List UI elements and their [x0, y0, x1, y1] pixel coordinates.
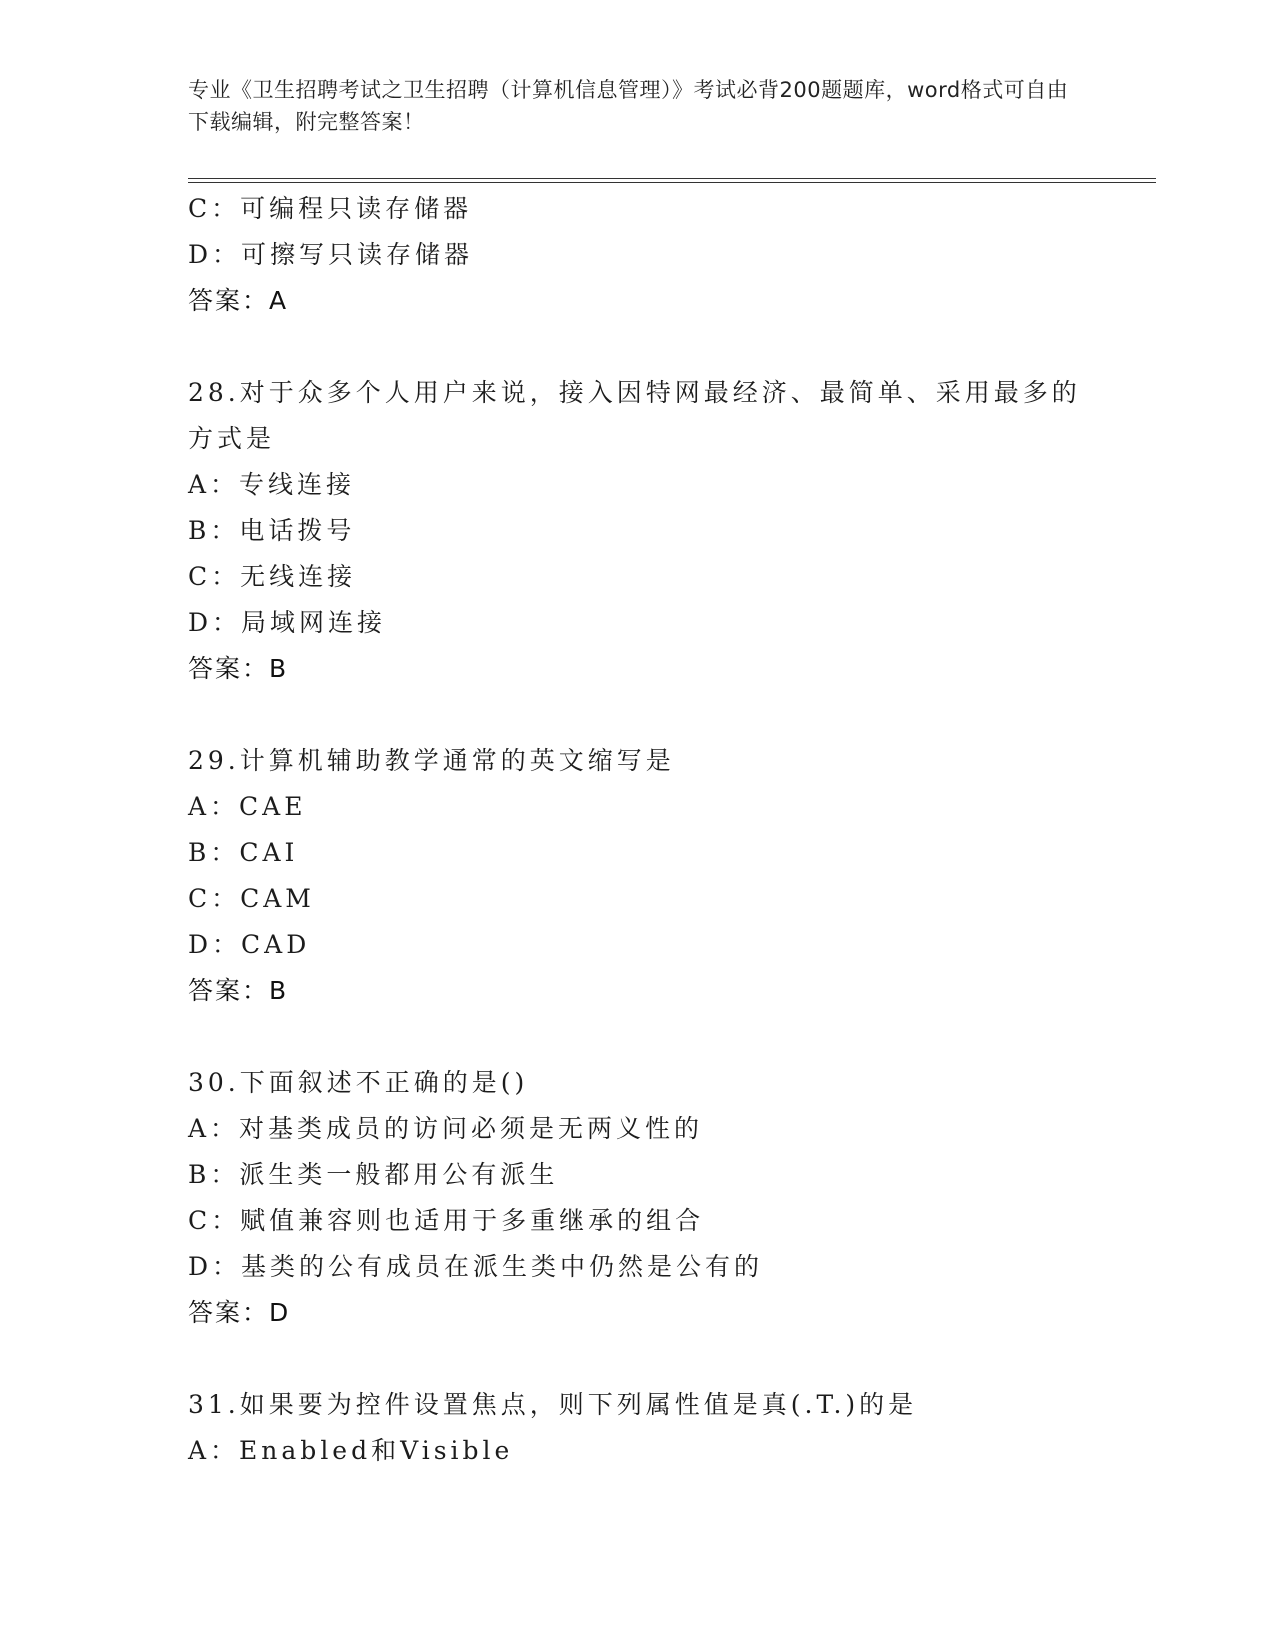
answer-line: 答案：B: [188, 654, 289, 683]
question-text: 28.对于众多个人用户来说，接入因特网最经济、最简单、采用最多的方式是: [188, 378, 1081, 453]
option: D：CAD: [188, 930, 311, 959]
option: C：CAM: [188, 884, 315, 913]
option: B：派生类一般都用公有派生: [188, 1160, 559, 1189]
option: C：可编程只读存储器: [188, 194, 473, 223]
option: C：赋值兼容则也适用于多重继承的组合: [188, 1206, 705, 1235]
option: D：局域网连接: [188, 608, 387, 637]
option: A：CAE: [188, 792, 307, 821]
document-header: 专业《卫生招聘考试之卫生招聘（计算机信息管理）》考试必背200题题库，word格式可自由下载编辑，附完整答案！: [188, 78, 1069, 134]
option: A：Enabled和Visible: [188, 1436, 514, 1465]
option: B：电话拨号: [188, 516, 356, 545]
question-text: 30.下面叙述不正确的是(): [188, 1068, 529, 1097]
question-content: [188, 186, 1128, 1474]
option: A：专线连接: [188, 470, 356, 499]
header-divider: [188, 178, 1156, 183]
answer-line: 答案：B: [188, 976, 289, 1005]
question-text: 29.计算机辅助教学通常的英文缩写是: [188, 746, 675, 775]
answer-line: 答案：D: [188, 1298, 291, 1327]
option: B：CAI: [188, 838, 299, 867]
option: C：无线连接: [188, 562, 357, 591]
option: D：可擦写只读存储器: [188, 240, 474, 269]
answer-line: 答案：A: [188, 286, 289, 315]
option: A：对基类成员的访问必须是无两义性的: [188, 1114, 704, 1143]
question-text: 31.如果要为控件设置焦点，则下列属性值是真(.T.)的是: [188, 1390, 918, 1419]
option: D：基类的公有成员在派生类中仍然是公有的: [188, 1252, 764, 1281]
